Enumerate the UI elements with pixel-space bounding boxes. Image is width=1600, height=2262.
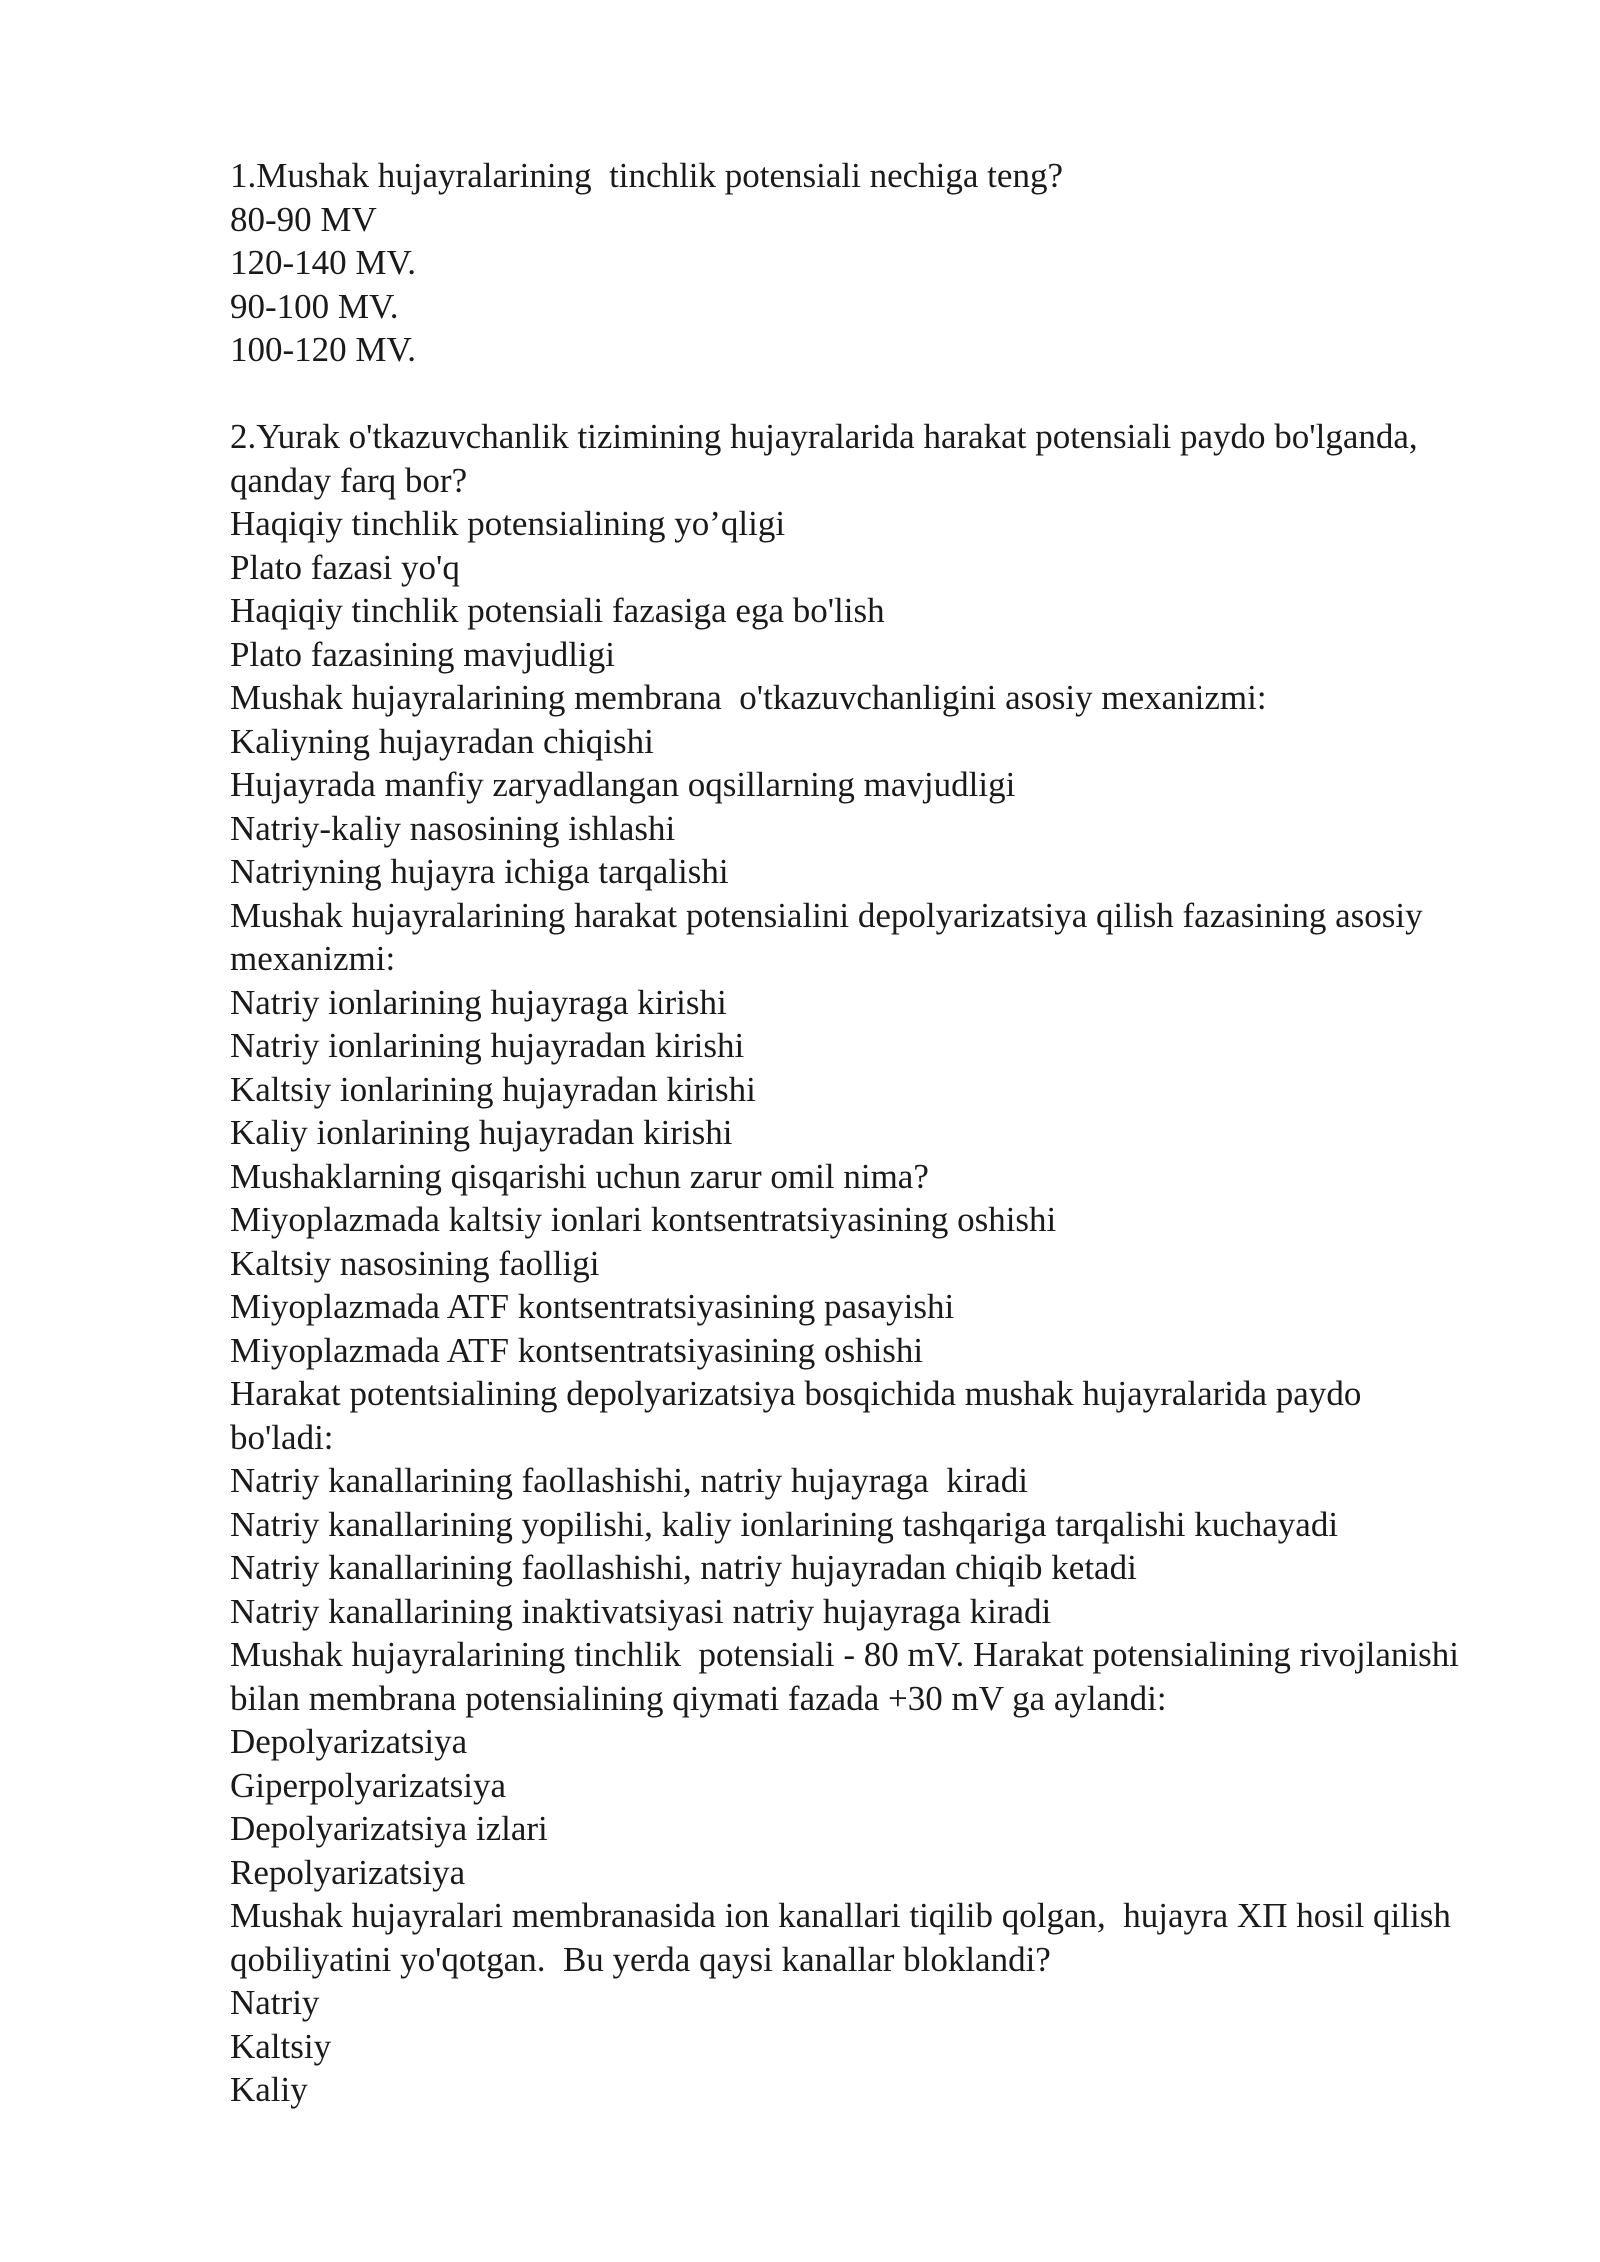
q2-option-3: Haqiqiy tinchlik potensiali fazasiga ega bo'lish	[230, 591, 885, 630]
document-body	[230, 154, 1470, 2112]
question-8: Mushak hujayralari membranasida ion kanallari tiqilib qolgan, hujayra XП hosil qilish qobiliyatini yo'qotgan. Bu yerda qaysi kanallar bloklandi?	[230, 1896, 1460, 1979]
q3-option-3: Natriy-kaliy nasosining ishlashi	[230, 808, 676, 848]
q8-option-1: Natriy	[230, 1983, 320, 2022]
q4-option-3: Kaltsiy ionlarining hujayradan kirishi	[230, 1069, 756, 1109]
q6-option-1: Natriy kanallarining faollashishi, natriy hujayraga kiradi	[230, 1461, 1028, 1500]
q5-option-1: Miyoplazmada kaltsiy ionlari kontsentratsiyasining oshishi	[230, 1200, 1057, 1239]
q6-option-2: Natriy kanallarining yopilishi, kaliy ionlarining tashqariga tarqalishi kuchayadi	[230, 1504, 1339, 1544]
q8-option-3: Kaliy	[230, 2070, 308, 2109]
question-7: Mushak hujayralarining tinchlik potensiali - 80 mV. Harakat potensialining rivojlanishi bilan membrana potensialining qiymati fazada +30 mV ga aylandi:	[230, 1635, 1468, 1718]
q5-option-2: Kaltsiy nasosining faolligi	[230, 1243, 600, 1283]
q3-option-2: Hujayrada manfiy zaryadlangan oqsillarning mavjudligi	[230, 765, 1016, 804]
q4-option-1: Natriy ionlarining hujayraga kirishi	[230, 982, 727, 1022]
q1-option-2: 120-140 MV.	[230, 243, 417, 282]
q3-option-1: Kaliyning hujayradan chiqishi	[230, 721, 654, 761]
q5-option-4: Miyoplazmada ATF kontsentratsiyasining oshishi	[230, 1330, 924, 1370]
q1-option-1: 80-90 MV	[230, 199, 377, 239]
question-1: 1.Mushak hujayralarining tinchlik potensiali nechiga teng?	[230, 156, 1063, 195]
q6-option-4: Natriy kanallarining inaktivatsiyasi natriy hujayraga kiradi	[230, 1591, 1052, 1631]
question-5: Mushaklarning qisqarishi uchun zarur omil nima?	[230, 1156, 929, 1196]
q5-option-3: Miyoplazmada ATF kontsentratsiyasining pasayishi	[230, 1287, 955, 1326]
q8-option-2: Kaltsiy	[230, 2026, 332, 2066]
paragraph-spacer	[230, 372, 1470, 416]
q3-option-4: Natriyning hujayra ichiga tarqalishi	[230, 852, 729, 891]
question-4: Mushak hujayralarining harakat potensialini depolyarizatsiya qilish fazasining asosiy mexanizmi:	[230, 895, 1432, 978]
q7-option-3: Depolyarizatsiya izlari	[230, 1809, 548, 1848]
q7-option-2: Giperpolyarizatsiya	[230, 1765, 507, 1805]
q4-option-4: Kaliy ionlarining hujayradan kirishi	[230, 1113, 733, 1152]
q7-option-4: Repolyarizatsiya	[230, 1852, 466, 1892]
q6-option-3: Natriy kanallarining faollashishi, natriy hujayradan chiqib ketadi	[230, 1548, 1137, 1587]
question-3: Mushak hujayralarining membrana o'tkazuvchanligini asosiy mexanizmi:	[230, 678, 1267, 717]
q2-option-4: Plato fazasining mavjudligi	[230, 634, 615, 674]
q1-option-4: 100-120 MV.	[230, 330, 417, 369]
q2-option-1: Haqiqiy tinchlik potensialining yo’qligi	[230, 504, 786, 543]
q4-option-2: Natriy ionlarining hujayradan kirishi	[230, 1026, 745, 1065]
q7-option-1: Depolyarizatsiya	[230, 1722, 468, 1761]
question-2: 2.Yurak o'tkazuvchanlik tizimining hujayralarida harakat potensiali paydo bo'lganda, qanday farq bor?	[230, 417, 1427, 500]
question-6: Harakat potentsialining depolyarizatsiya bosqichida mushak hujayralarida paydo bo'ladi:	[230, 1374, 1371, 1457]
q1-option-3: 90-100 MV.	[230, 286, 399, 326]
q2-option-2: Plato fazasi yo'q	[230, 547, 460, 587]
